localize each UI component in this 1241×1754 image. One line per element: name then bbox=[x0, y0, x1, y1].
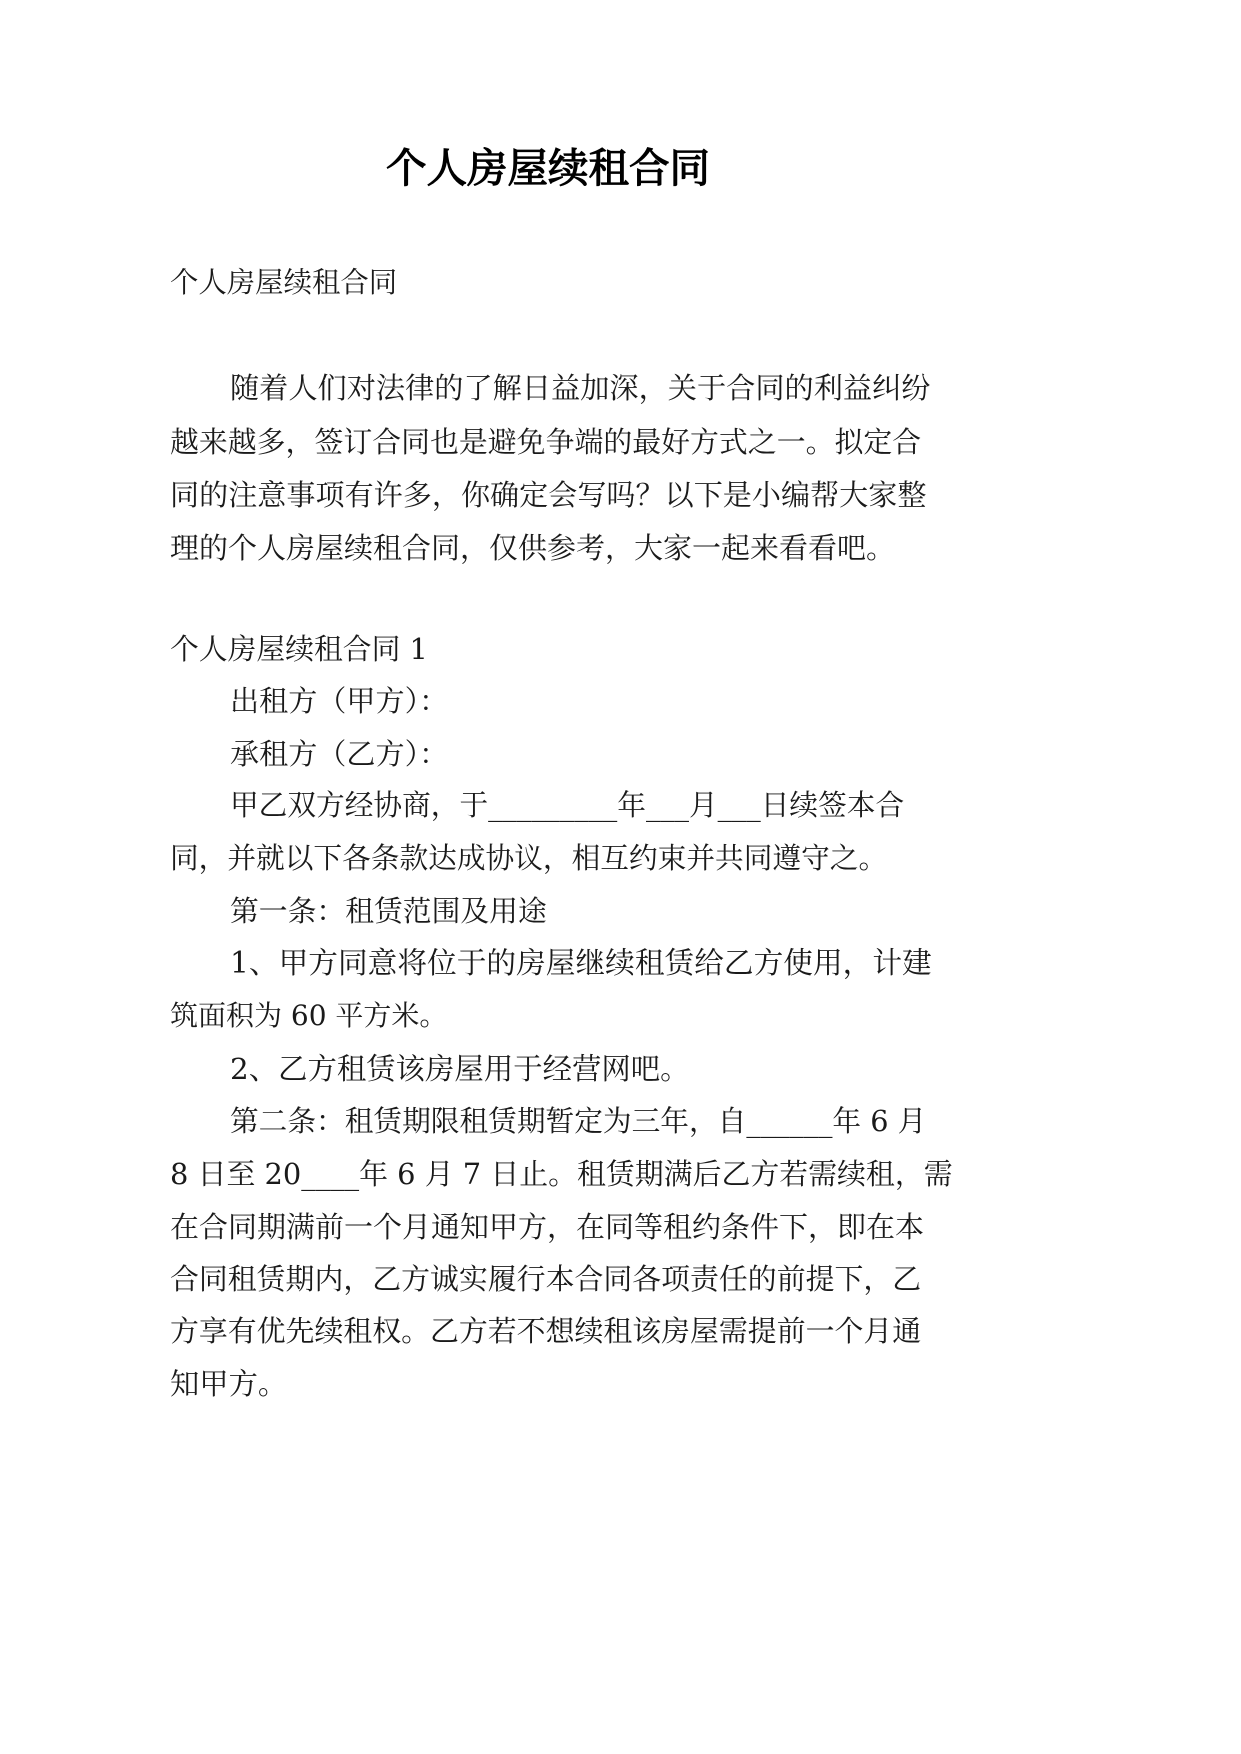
lessee-field: 承租方（乙方）： bbox=[230, 737, 449, 771]
article-1-item-1-line: 筑面积为 60 平方米。 bbox=[170, 999, 448, 1032]
document-title: 个人房屋续租合同 bbox=[386, 144, 710, 192]
intro-line: 越来越多，签订合同也是避免争端的最好方式之一。拟定合 bbox=[170, 425, 922, 459]
article-1-heading: 第一条：租赁范围及用途 bbox=[230, 894, 547, 928]
article-2-line: 知甲方。 bbox=[170, 1367, 288, 1401]
preamble-line: 同，并就以下各条款达成协议，相互约束并共同遵守之。 bbox=[170, 841, 888, 875]
intro-line: 理的个人房屋续租合同，仅供参考，大家一起来看看吧。 bbox=[170, 531, 896, 565]
contract-heading: 个人房屋续租合同 1 bbox=[170, 632, 428, 666]
article-2-line: 第二条：租赁期限租赁期暂定为三年，自______年 6 月 bbox=[230, 1104, 927, 1138]
intro-line: 同的注意事项有许多，你确定会写吗？以下是小编帮大家整 bbox=[170, 478, 927, 512]
preamble-line: 甲乙双方经协商，于_________年___月___日续签本合 bbox=[230, 788, 905, 822]
article-2-line: 在合同期满前一个月通知甲方，在同等租约条件下，即在本 bbox=[170, 1210, 925, 1244]
article-2-line: 8 日至 20____年 6 月 7 日止。租赁期满后乙方若需续租，需 bbox=[170, 1157, 953, 1191]
lessor-field: 出租方（甲方）： bbox=[230, 684, 449, 718]
article-2-line: 合同租赁期内，乙方诚实履行本合同各项责任的前提下，乙 bbox=[170, 1262, 922, 1296]
article-2-line: 方享有优先续租权。乙方若不想续租该房屋需提前一个月通 bbox=[170, 1314, 922, 1348]
intro-line: 随着人们对法律的了解日益加深，关于合同的利益纠纷 bbox=[230, 371, 931, 405]
article-1-item-1-line: 1、甲方同意将位于的房屋继续租赁给乙方使用，计建 bbox=[230, 946, 932, 981]
subtitle: 个人房屋续租合同 bbox=[170, 266, 398, 299]
article-1-item-2: 2、乙方租赁该房屋用于经营网吧。 bbox=[230, 1052, 690, 1086]
